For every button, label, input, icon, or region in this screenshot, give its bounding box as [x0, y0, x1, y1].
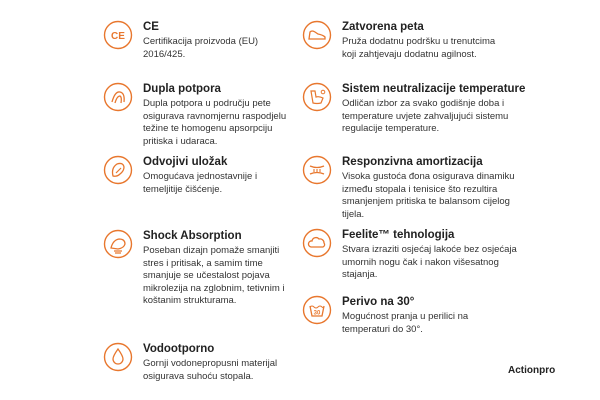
feature-double-support — [103, 82, 286, 148]
feature-desc-line: Stvara izraziti osjećaj lakoće bez osjećaja — [342, 244, 517, 255]
feature-temperature-system — [302, 82, 525, 136]
responsive-cushioning-icon — [302, 155, 332, 185]
feature-desc-line: Mogućnost pranja u perilici na — [342, 311, 469, 322]
feature-title: Responzivna amortizacija — [342, 156, 483, 168]
feature-desc-line: Poseban dizajn pomaže smanjiti — [143, 245, 280, 256]
feature-ce — [103, 20, 258, 61]
removable-insole-icon — [103, 155, 133, 185]
cloud-icon — [302, 228, 332, 258]
feature-desc-line: između stopala i tenisice što rezultira — [342, 183, 498, 195]
feature-desc-line: Omogućava jednostavnije i — [143, 171, 258, 182]
feature-desc-line: mikrolezija na zglobnim, tetivnim i — [143, 282, 285, 294]
feature-title: Zatvorena peta — [342, 21, 424, 33]
feature-responsive-cushioning — [302, 155, 515, 221]
feature-desc-line: stajanja. — [342, 269, 378, 280]
feature-feelite — [302, 228, 517, 282]
svg-text:30: 30 — [313, 310, 321, 317]
feature-desc-line: stres i pritisak, a samim time — [143, 257, 263, 269]
feature-desc-line: osigurava suhoću stopala. — [143, 370, 254, 382]
water-drop-icon — [103, 342, 133, 372]
feature-title: Perivo na 30° — [342, 296, 415, 308]
feature-title: Dupla potpora — [143, 83, 221, 95]
shock-absorption-icon — [103, 229, 133, 259]
svg-text:CE: CE — [111, 31, 125, 42]
feature-title: Sistem neutralizacije temperature — [342, 83, 526, 95]
feature-desc-line: koštanim strukturama. — [143, 295, 237, 306]
feature-title: Vodootporno — [143, 343, 215, 355]
feature-desc-line: Visoka gustoća đona osigurava dinamiku — [342, 171, 515, 182]
feature-desc-line: Odličan izbor za svako godišnje doba i — [342, 98, 505, 109]
feature-desc-line: težine te homogenu apsorpciju — [143, 123, 273, 134]
feature-title: Odvojivi uložak — [143, 156, 228, 168]
feature-desc-line: smanjenjem pritiska te balansom cijelog — [342, 196, 510, 207]
feature-desc-line: 2016/425. — [143, 48, 186, 60]
feature-washable-30 — [302, 295, 468, 336]
closed-heel-icon — [302, 20, 332, 50]
feature-desc-line: umornih nogu čak i nakon višesatnog — [342, 256, 499, 268]
feature-removable-insole — [103, 155, 257, 196]
feature-desc-line: osigurava ravnomjernu raspodjelu — [143, 110, 287, 122]
feature-desc-line: smanjuje se učestalost pojava — [143, 270, 270, 281]
temperature-icon — [302, 82, 332, 112]
feature-desc-line: temperaturi do 30°. — [342, 323, 423, 335]
ce-mark-icon — [103, 20, 133, 50]
feature-title: Shock Absorption — [143, 230, 242, 242]
feature-waterproof — [103, 342, 277, 383]
feature-title: Feelite™ tehnologija — [342, 229, 455, 241]
feature-desc-line: temeljitije čišćenje. — [143, 183, 223, 195]
feature-closed-heel — [302, 20, 495, 61]
feature-desc-line: Certifikacija proizvoda (EU) — [143, 36, 259, 47]
double-support-icon — [103, 82, 133, 112]
feature-desc-line: koji zahtjevaju dodatnu agilnost. — [342, 48, 477, 60]
feature-desc-line: tijela. — [342, 208, 365, 220]
brand-name: Actionpro — [508, 365, 556, 376]
feature-desc-line: temperature uvjete zahvaljujući sistemu — [342, 110, 509, 122]
feature-shock-absorption — [103, 229, 285, 308]
feature-desc-line: regulacije temperature. — [342, 123, 440, 134]
feature-title: CE — [143, 21, 159, 33]
feature-desc-line: pritiska i udaraca. — [143, 135, 218, 147]
feature-desc-line: Gornji vodonepropusni materijal — [143, 358, 278, 369]
feature-desc-line: Pruža dodatnu podršku u trenutcima — [342, 36, 496, 47]
wash-30-icon — [302, 295, 332, 325]
feature-desc-line: Dupla potpora u području pete — [143, 98, 271, 109]
